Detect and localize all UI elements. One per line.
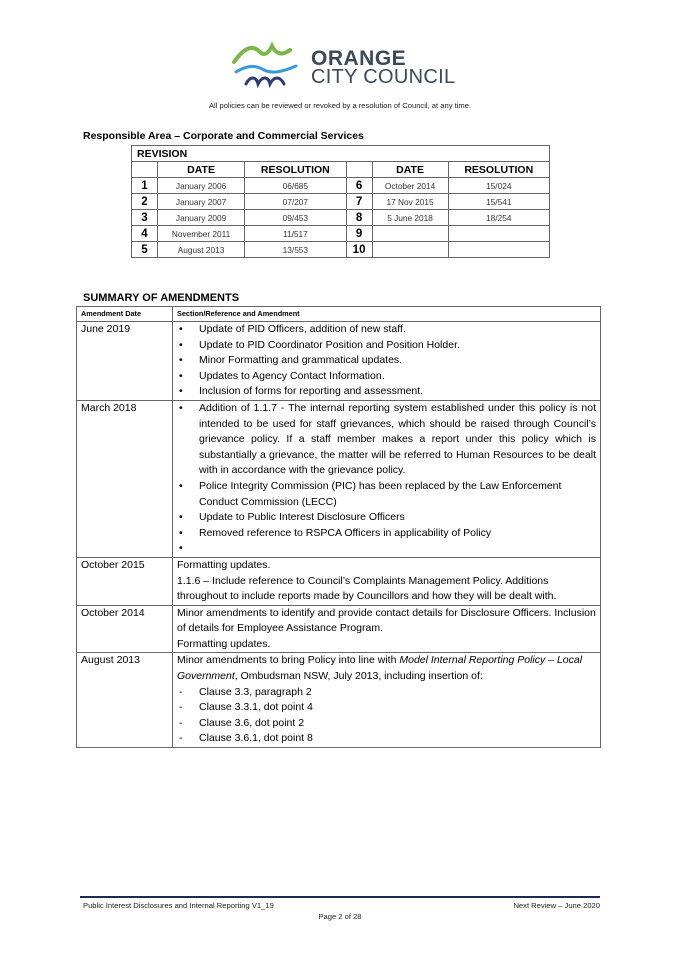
amendment-intro: Minor amendments to bring Policy into line with bbox=[177, 654, 400, 667]
revision-row bbox=[132, 242, 550, 258]
revision-number: 7 bbox=[346, 194, 372, 210]
revision-date-header-2: DATE bbox=[372, 162, 448, 178]
revision-number: 4 bbox=[132, 226, 158, 242]
revision-resolution bbox=[448, 242, 549, 258]
revision-resolution: 18/254 bbox=[448, 210, 549, 226]
empty-list-item bbox=[177, 541, 596, 557]
council-logo-mark-icon bbox=[232, 40, 306, 94]
amendment-date: October 2015 bbox=[77, 557, 173, 605]
revision-row bbox=[132, 194, 550, 210]
amendment-date: March 2018 bbox=[77, 400, 173, 557]
revision-resolution: 15/541 bbox=[448, 194, 549, 210]
revision-date bbox=[372, 242, 448, 258]
revision-date: 17 Nov 2015 bbox=[372, 194, 448, 210]
list-item: • Update to Public Interest Disclosure Officers bbox=[177, 510, 596, 526]
list-item: - Clause 3.6, dot point 2 bbox=[177, 716, 596, 732]
amendment-text: 1.1.6 – Include reference to Council’s Complaints Management Policy. Additions throughout to include reports made by Councillors and how they will be dealt with. bbox=[177, 574, 557, 603]
table-row bbox=[77, 605, 601, 653]
amendment-list bbox=[177, 401, 596, 557]
revision-date: January 2006 bbox=[158, 178, 245, 194]
table-row bbox=[77, 400, 601, 557]
revision-resolution-header-1: RESOLUTION bbox=[245, 162, 346, 178]
table-row bbox=[77, 322, 601, 401]
revision-resolution: 07/207 bbox=[245, 194, 346, 210]
list-item: • Update to PID Coordinator Position and Position Holder. bbox=[177, 338, 596, 354]
council-logo bbox=[232, 40, 462, 94]
list-item: - Clause 3.3, paragraph 2 bbox=[177, 685, 596, 701]
amendment-text: Formatting updates. bbox=[177, 558, 271, 571]
footer-next-review: Next Review – June 2020 bbox=[513, 901, 600, 910]
revision-date: January 2009 bbox=[158, 210, 245, 226]
list-item: • Inclusion of forms for reporting and assessment. bbox=[177, 384, 596, 400]
amendment-list bbox=[177, 685, 596, 747]
revision-number: 10 bbox=[346, 242, 372, 258]
revision-resolution bbox=[448, 226, 549, 242]
revision-number: 5 bbox=[132, 242, 158, 258]
amendment-text: Formatting updates. bbox=[177, 637, 271, 650]
logo-line-1: ORANGE bbox=[311, 47, 407, 70]
revision-num-header-2 bbox=[346, 162, 372, 178]
revision-resolution: 09/453 bbox=[245, 210, 346, 226]
revision-number: 6 bbox=[346, 178, 372, 194]
list-item: • Minor Formatting and grammatical updates. bbox=[177, 353, 596, 369]
amendment-intro-italic: Model Internal Reporting Policy – Local Government bbox=[177, 654, 583, 683]
amendments-table bbox=[76, 306, 601, 748]
revision-num-header bbox=[132, 162, 158, 178]
revision-date bbox=[372, 226, 448, 242]
revision-number: 3 bbox=[132, 210, 158, 226]
revision-date: 5 June 2018 bbox=[372, 210, 448, 226]
amendment-date-header: Amendment Date bbox=[77, 307, 173, 322]
revision-date-header-1: DATE bbox=[158, 162, 245, 178]
revision-date: August 2013 bbox=[158, 242, 245, 258]
revision-resolution: 15/024 bbox=[448, 178, 549, 194]
revision-title: REVISION bbox=[132, 146, 550, 162]
revision-number: 8 bbox=[346, 210, 372, 226]
revision-row bbox=[132, 226, 550, 242]
revision-row bbox=[132, 178, 550, 194]
list-item: - Clause 3.3.1, dot point 4 bbox=[177, 700, 596, 716]
footer-rule bbox=[80, 896, 600, 898]
summary-title: SUMMARY OF AMENDMENTS bbox=[83, 292, 240, 304]
revision-number: 1 bbox=[132, 178, 158, 194]
responsible-area: Responsible Area – Corporate and Commercial Services bbox=[83, 130, 364, 142]
logo-line-2: CITY COUNCIL bbox=[311, 66, 456, 88]
revision-number: 2 bbox=[132, 194, 158, 210]
table-row bbox=[77, 653, 601, 748]
amendment-text bbox=[177, 653, 596, 684]
revision-date: November 2011 bbox=[158, 226, 245, 242]
table-row bbox=[77, 557, 601, 605]
amendment-date: August 2013 bbox=[77, 653, 173, 748]
revision-date: October 2014 bbox=[372, 178, 448, 194]
amendment-date: June 2019 bbox=[77, 322, 173, 401]
list-item: - Clause 3.6.1, dot point 8 bbox=[177, 731, 596, 747]
amendment-date: October 2014 bbox=[77, 605, 173, 653]
list-item: • Updates to Agency Contact Information. bbox=[177, 369, 596, 385]
revision-table bbox=[131, 145, 550, 258]
list-item: • Addition of 1.1.7 - The internal reporting system established under this policy is not intended to be used for staff grievances, which should be raised through Council’s grievance policy. If a staff member makes a report under this policy which is substantially a grievance, the matter will be referred to Human Resources to be dealt with in accordance with the grievance policy. bbox=[177, 401, 596, 479]
list-item: • Police Integrity Commission (PIC) has been replaced by the Law Enforcement Conduct Commission (LECC) bbox=[177, 479, 596, 510]
amendment-list bbox=[177, 322, 596, 400]
revision-resolution-header-2: RESOLUTION bbox=[448, 162, 549, 178]
revision-resolution: 11/517 bbox=[245, 226, 346, 242]
amendment-section-header: Section/Reference and Amendment bbox=[173, 307, 601, 322]
policy-tagline: All policies can be reviewed or revoked by a resolution of Council, at any time. bbox=[208, 101, 472, 110]
list-item: • Update of PID Officers, addition of new staff. bbox=[177, 322, 596, 338]
amendment-intro-end: , Ombudsman NSW, July 2013, including insertion of: bbox=[234, 670, 483, 683]
revision-resolution: 13/553 bbox=[245, 242, 346, 258]
revision-date: January 2007 bbox=[158, 194, 245, 210]
footer-document-title: Public Interest Disclosures and Internal Reporting V1_19 bbox=[83, 901, 274, 910]
list-item: • Removed reference to RSPCA Officers in applicability of Policy bbox=[177, 526, 596, 542]
amendment-text: Minor amendments to identify and provide contact details for Disclosure Officers. Inclusion of details for Employee Assistance Program. bbox=[177, 606, 596, 635]
revision-row bbox=[132, 210, 550, 226]
revision-number: 9 bbox=[346, 226, 372, 242]
footer-page-number: Page 2 of 28 bbox=[318, 912, 362, 921]
revision-resolution: 06/685 bbox=[245, 178, 346, 194]
